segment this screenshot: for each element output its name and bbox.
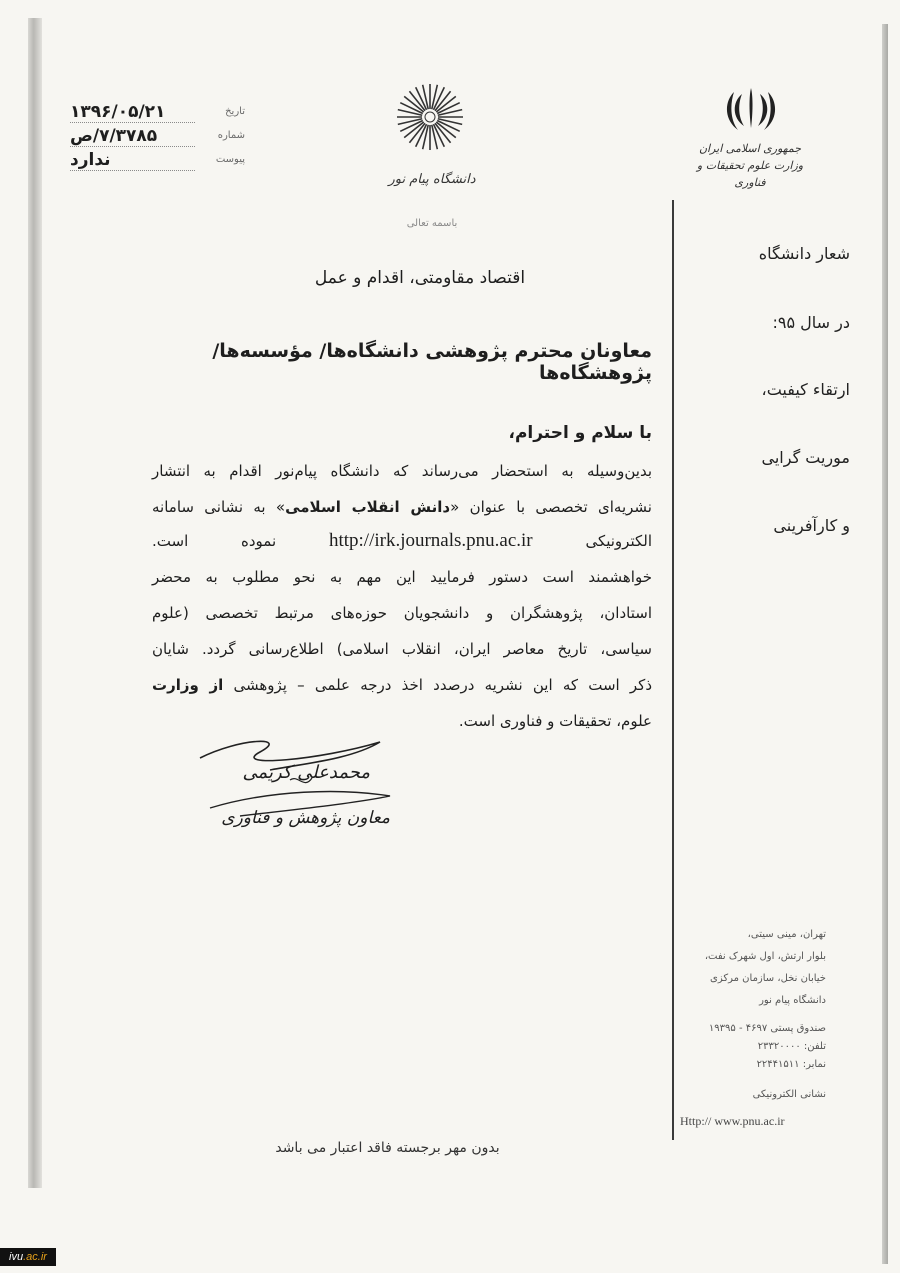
logo-ray bbox=[438, 110, 462, 116]
body-line-6: سیاسی، تاریخ معاصر ایران، انقلاب اسلامی) اطلاع‌رسانی گردد. شایان bbox=[152, 640, 652, 658]
sidebar-item-2: در سال ۹۵: bbox=[772, 313, 850, 332]
recipient-heading: معاونان محترم پژوهشی دانشگاه‌ها/ مؤسسه‌ها/ پژوهشگاه‌ها bbox=[212, 340, 652, 384]
logo-ray bbox=[423, 125, 429, 149]
scan-edge-right bbox=[882, 24, 888, 1264]
body-line-7a: ذکر است که این نشریه درصدد اخذ درجه علمی – پژوهشی bbox=[223, 676, 652, 694]
meta-date-label: تاریخ bbox=[225, 106, 245, 117]
website-link[interactable]: Http:// www.pnu.ac.ir bbox=[680, 1114, 785, 1128]
slogan: اقتصاد مقاومتی، اقدام و عمل bbox=[314, 268, 526, 288]
logo-ray bbox=[432, 125, 438, 149]
fax-number: نمابر: ۲۲۴۴۱۵۱۱ bbox=[756, 1059, 826, 1070]
ministry-line2: وزارت علوم تحقیقات و فناوری bbox=[696, 159, 804, 189]
pnu-logo-icon bbox=[395, 82, 465, 152]
sidebar-item-4: موریت گرایی bbox=[761, 448, 850, 467]
logo-ray bbox=[432, 85, 438, 109]
body-line-1: بدین‌وسیله به استحضار می‌رساند که دانشگاه پیام‌نور اقدام به انتشار bbox=[152, 462, 652, 480]
meta-number-value: ۷/۳۷۸۵/ص bbox=[70, 126, 195, 147]
iran-emblem-icon bbox=[722, 84, 780, 134]
body-line-8: علوم، تحقیقات و فناوری است. bbox=[458, 712, 652, 730]
body-line-5: استادان، پژوهشگران و دانشجویان حوزه‌های مرتبط تخصصی (علوم bbox=[152, 604, 652, 622]
logo-ray bbox=[398, 119, 422, 125]
vertical-divider bbox=[672, 200, 674, 1140]
meta-date bbox=[70, 102, 245, 126]
postal-box: صندوق پستی ۴۶۹۷ - ۱۹۳۹۵ bbox=[708, 1023, 826, 1034]
body-line-7b: از وزارت bbox=[152, 676, 224, 694]
body-line-2a: نشریه‌ای تخصصی با عنوان « bbox=[450, 498, 652, 516]
university-name: دانشگاه پیام نور bbox=[388, 172, 476, 187]
meta-number bbox=[70, 126, 245, 150]
phone-number: تلفن: ۲۳۳۲۰۰۰۰ bbox=[757, 1041, 826, 1052]
sidebar-item-1: شعار دانشگاه bbox=[758, 244, 850, 263]
sidebar-item-5: و کارآفرینی bbox=[773, 516, 850, 535]
address-line-2: بلوار ارتش، اول شهرک نفت، bbox=[704, 951, 826, 962]
body-line-7 bbox=[152, 676, 652, 694]
web-label: نشانی الکترونیکی bbox=[752, 1089, 826, 1100]
meta-attachment-value: ندارد bbox=[70, 150, 195, 171]
body-line-4: خواهشمند است دستور فرمایید این مهم به نحو مطلوب به محضر bbox=[152, 568, 652, 586]
address-line-1: تهران، مینی سیتی، bbox=[747, 929, 826, 940]
meta-attachment bbox=[70, 150, 245, 174]
signer-title: معاون پژوهش و فناوری bbox=[221, 808, 390, 828]
address-block bbox=[676, 928, 826, 1008]
address-line-4: دانشگاه پیام نور bbox=[759, 995, 826, 1006]
letter-meta bbox=[70, 102, 245, 174]
journal-title: دانش انقلاب اسلامی bbox=[285, 498, 451, 516]
logo-ray bbox=[423, 85, 429, 109]
signer-name: محمدعلی کریمی bbox=[242, 762, 370, 783]
ministry-line1: جمهوری اسلامی ایران bbox=[698, 142, 802, 155]
logo-ray bbox=[438, 119, 462, 125]
footer-note: بدون مهر برجسته فاقد اعتبار می باشد bbox=[275, 1140, 500, 1156]
journal-url-link[interactable]: http://irk.journals.pnu.ac.ir bbox=[328, 530, 533, 551]
basmala: باسمه تعالی bbox=[406, 218, 458, 229]
body-line-3b: نموده است. bbox=[152, 532, 277, 550]
sidebar-item-3: ارتقاء کیفیت، bbox=[761, 380, 850, 399]
site-badge[interactable] bbox=[0, 1248, 56, 1266]
body-line-2b: » به نشانی سامانه bbox=[152, 498, 286, 516]
logo-ray bbox=[398, 110, 422, 116]
ministry-name bbox=[680, 140, 820, 191]
body-line-3 bbox=[152, 530, 652, 552]
greeting: با سلام و احترام، bbox=[508, 423, 652, 443]
body-line-2 bbox=[152, 498, 652, 516]
site-badge-main: ivu bbox=[9, 1251, 24, 1263]
site-badge-accent: .ac.ir bbox=[23, 1251, 47, 1263]
meta-attachment-label: پیوست bbox=[215, 154, 245, 165]
meta-date-value: ۱۳۹۶/۰۵/۲۱ bbox=[70, 102, 195, 123]
address-line-3: خیابان نخل، سازمان مرکزی bbox=[710, 973, 826, 984]
scan-edge-left bbox=[28, 18, 42, 1188]
meta-number-label: شماره bbox=[217, 130, 245, 141]
body-line-3a: الکترونیکی bbox=[585, 532, 652, 550]
